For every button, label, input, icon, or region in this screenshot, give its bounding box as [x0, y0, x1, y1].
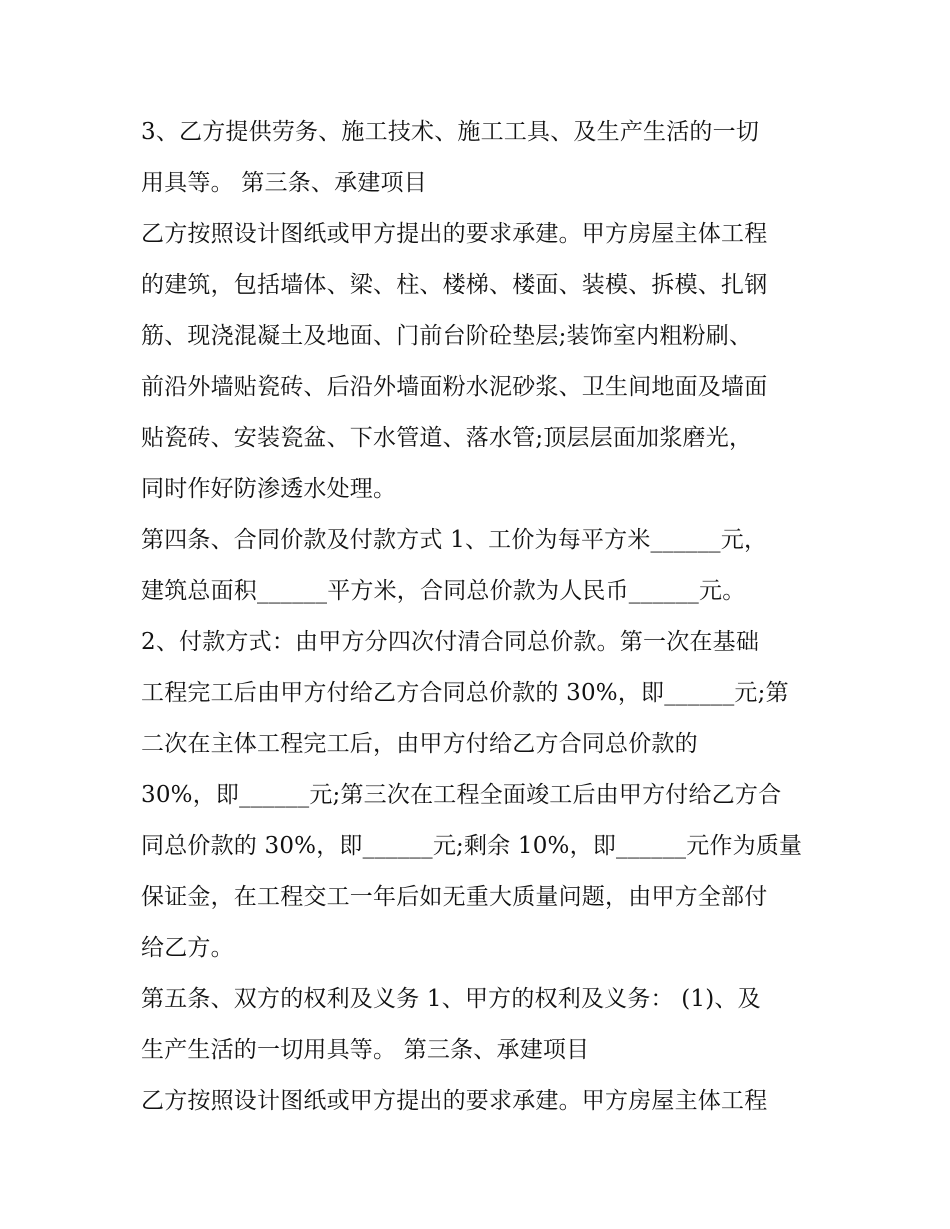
- text-line: 前沿外墙贴瓷砖、后沿外墙面粉水泥砂浆、卫生间地面及墙面: [141, 374, 768, 400]
- text-line: 给乙方。: [141, 935, 234, 961]
- document-body: [141, 107, 831, 1127]
- text-line: 乙方按照设计图纸或甲方提出的要求承建。甲方房屋主体工程: [141, 1088, 768, 1114]
- text-line: 筋、现浇混凝土及地面、门前台阶砼垫层;装饰室内粗粉刷、: [141, 323, 753, 349]
- text-line: 30%，即______元;第三次在工程全面竣工后由甲方付给乙方合: [141, 782, 782, 808]
- text-line: 同总价款的 30%，即______元;剩余 10%，即______元作为质量: [141, 833, 803, 859]
- text-line: 建筑总面积______平方米，合同总价款为人民币______元。: [141, 578, 746, 604]
- text-line: 生产生活的一切用具等。 第三条、承建项目: [141, 1037, 590, 1063]
- text-line: 3、乙方提供劳务、施工技术、施工工具、及生产生活的一切: [141, 119, 760, 145]
- text-line: 用具等。 第三条、承建项目: [141, 170, 427, 196]
- text-line: 第四条、合同价款及付款方式 1、工价为每平方米______元，: [141, 527, 768, 553]
- text-line: 保证金，在工程交工一年后如无重大质量问题，由甲方全部付: [141, 884, 768, 910]
- text-line: 2、付款方式：由甲方分四次付清合同总价款。第一次在基础: [141, 629, 760, 655]
- text-line: 贴瓷砖、安装瓷盆、下水管道、落水管;顶层层面加浆磨光，: [141, 425, 753, 451]
- text-line: 工程完工后由甲方付给乙方合同总价款的 30%，即______元;第: [141, 680, 789, 706]
- text-line: 二次在主体工程完工后，由甲方付给乙方合同总价款的: [141, 731, 698, 757]
- text-line: 乙方按照设计图纸或甲方提出的要求承建。甲方房屋主体工程: [141, 221, 768, 247]
- text-line: 的建筑，包括墙体、梁、柱、楼梯、楼面、装模、拆模、扎钢: [141, 272, 768, 298]
- text-line: 同时作好防渗透水处理。: [141, 476, 397, 502]
- text-line: 第五条、双方的权利及义务 1、甲方的权利及义务： (1)、及: [141, 986, 761, 1012]
